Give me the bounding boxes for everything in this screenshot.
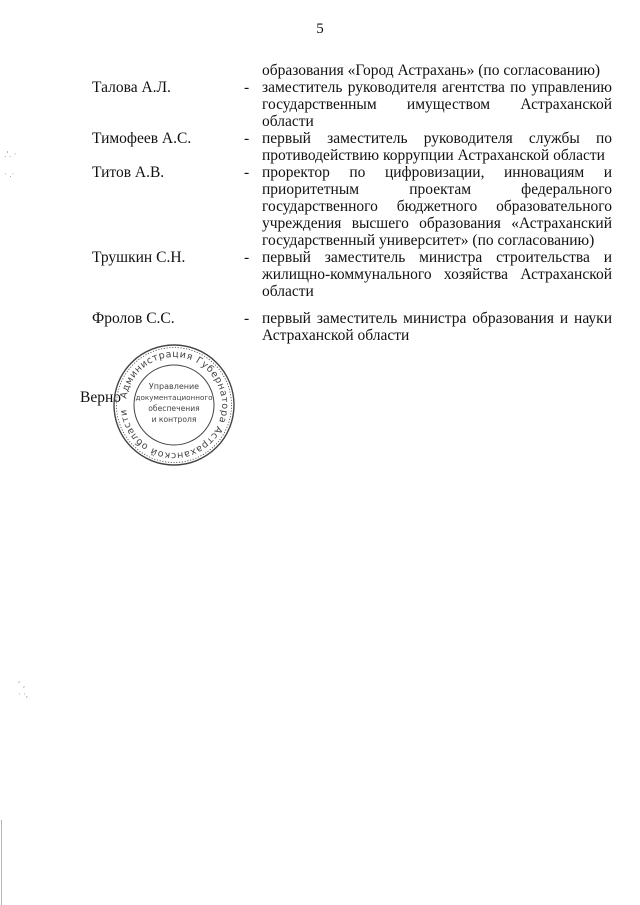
member-position: заместитель руководителя агентства по управлению государственным имуществом Астраханской области (262, 79, 612, 130)
stamp-inner-line: Управление (148, 382, 200, 391)
stamp-inner-line: и контроля (151, 415, 197, 424)
member-dash: - (244, 164, 250, 181)
member-position: первый заместитель руководителя службы по противодействию коррупции Астраханской области (262, 130, 612, 164)
member-name: Тимофеев А.С. (92, 130, 192, 147)
stamp-outer-text: Администрация Губернатора Астраханской области (118, 348, 231, 462)
member-dash: - (244, 130, 250, 147)
stamp-inner-line: обеспечения (148, 404, 200, 413)
page-number: 5 (316, 21, 324, 37)
member-name: Трушкин С.Н. (92, 249, 186, 266)
scan-noise-marks: .'. · · .· (4, 150, 17, 179)
scan-edge-line (1, 820, 2, 905)
member-position: проректор по цифровизации, инновациям и приоритетным проектам федерального государственного бюджетного образовательного учреждения высшего образования «Астраханский государственный университет» (по согласованию) (262, 164, 612, 249)
member-name: Фролов С.С. (92, 310, 175, 327)
member-dash: - (244, 310, 250, 327)
member-entry (0, 310, 640, 344)
verno-label: Верно (80, 389, 122, 406)
member-position: первый заместитель министра строительства и жилищно-коммунального хозяйства Астраханской области (262, 249, 612, 300)
member-name: Талова А.Л. (92, 79, 171, 96)
member-entry (0, 249, 640, 300)
member-dash: - (244, 79, 250, 96)
member-dash: - (244, 249, 250, 266)
member-position: первый заместитель министра образования и науки Астраханской области (262, 310, 612, 344)
member-name: Титов А.В. (92, 164, 165, 181)
stamp-inner-line: документационного (135, 393, 213, 402)
commission-member-list (0, 79, 640, 344)
scan-noise-marks: ' , · ·, (18, 680, 29, 699)
official-stamp (112, 343, 236, 467)
member-entry (0, 164, 640, 249)
continuation-text: образования «Город Астрахань» (по согласованию) (262, 62, 601, 79)
member-entry (0, 130, 640, 164)
member-entry (0, 79, 640, 130)
